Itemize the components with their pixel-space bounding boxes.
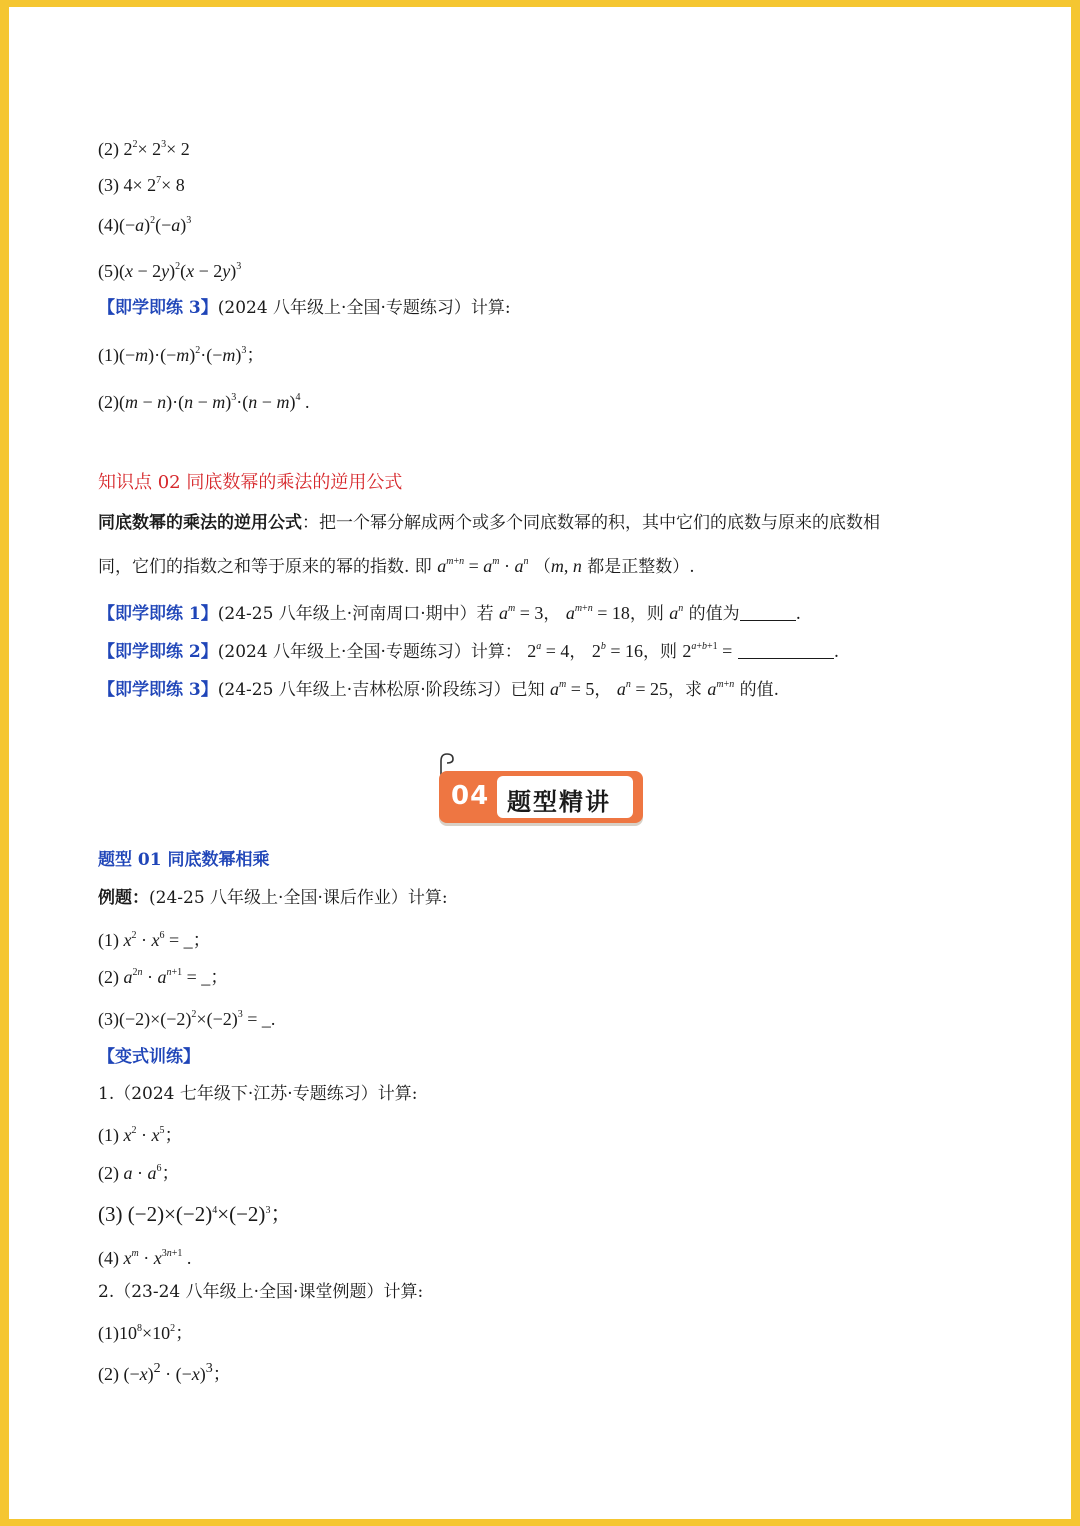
exercise-tag: 【即学即练 2】: [98, 642, 218, 662]
example-part2: (2) $a^{2n} \cdot a^{n+1}$ = _；: [98, 967, 229, 987]
knowledge-point-heading: 知识点 02 同底数幂的乘法的逆用公式: [98, 472, 403, 493]
kp-exercise-1: 【即学即练 1】(24-25 八年级上·河南周口·期中）若 $a^m = 3$， $a^{m+n} = 18$，则 $a^n$ 的值为 .: [98, 603, 802, 624]
exercise-q2: (2) $2^2\times 2^3\times 2$: [98, 139, 190, 159]
definition-line-1: [98, 512, 880, 534]
kp-exercise-3: 【即学即练 3】(24-25 八年级上·吉林松原·阶段练习）已知 $a^m = 5$， $a^n = 25$，求 $a^{m+n}$ 的值.: [98, 679, 780, 700]
variant-1-part3: (3) $(-2)\times(-2)^4\times(-2)^3$；: [98, 1202, 292, 1226]
exercise-tag: 【即学即练 3】: [98, 298, 218, 318]
exercise-3-part1: $(1)(-m)\cdot(-m)^2\cdot(-m)^3$；: [98, 345, 265, 365]
kp-exercise-2: 【即学即练 2】(2024 八年级上·全国·专题练习）计算： $2^a = 4$， $2^b = 16$，则 $2^{a+b+1}$ = .: [98, 641, 840, 662]
section-number: 04: [451, 781, 490, 811]
variant-1-part2: (2) $a \cdot a^6$；: [98, 1163, 180, 1183]
variant-2-part1: $(1)10^8\times 10^2$；: [98, 1323, 194, 1343]
example-label: 例题：: [98, 888, 149, 908]
variant-1-part1: (1) $x^2 \cdot x^5$；: [98, 1125, 183, 1145]
exercise-tag: 【即学即练 1】: [98, 604, 218, 624]
exercise-3-header: [98, 297, 511, 319]
exercise-q4: $(4)(-a)^2(-a)^3$: [98, 215, 192, 235]
document-page: [9, 7, 1071, 1519]
example-header: [98, 887, 448, 909]
section-badge: [439, 771, 643, 823]
example-part1: (1) $x^2 \cdot x^6$ = _；: [98, 930, 211, 950]
exercise-tag: 【即学即练 3】: [98, 680, 218, 700]
variant-1-title: 1.（2024 七年级下·江苏·专题练习）计算:: [98, 1084, 418, 1104]
variant-2-title: 2.（23-24 八年级上·全国·课堂例题）计算:: [98, 1282, 424, 1302]
exercise-q5: $(5)(x - 2y)^2(x - 2y)^3$: [98, 261, 242, 281]
example-part3: $(3)(-2)\times(-2)^2\times(-2)^3$ = _.: [98, 1009, 276, 1029]
definition-term: 同底数幂的乘法的逆用公式: [98, 513, 302, 533]
definition-text: ：把一个幂分解成两个或多个同底数幂的积，其中它们的底数与原来的底数相: [302, 513, 880, 533]
variant-2-part2: (2) $(-x)^2 \cdot (-x)^3$；: [98, 1361, 231, 1384]
section-title-plate: [497, 776, 633, 818]
exercise-3-part2: $(2)(m - n)\cdot(n - m)^3\cdot(n - m)^4$ .: [98, 392, 310, 412]
definition-line-2: 同，它们的指数之和等于原来的幂的指数. 即 $a^{m+n} = a^m \cdot a^n$ （m, n 都是正整数）.: [98, 556, 695, 577]
exercise-q3: (3) $4\times 2^7\times 8$: [98, 175, 185, 195]
variant-training-tag: 【变式训练】: [98, 1047, 200, 1067]
section-title: 题型精讲: [507, 788, 611, 816]
example-source: (24-25 八年级上·全国·课后作业）计算:: [149, 888, 448, 908]
exercise-source: (2024 八年级上·全国·专题练习）计算:: [217, 298, 511, 318]
question-type-heading: 题型 01 同底数幂相乘: [98, 850, 270, 870]
variant-1-part4: (4) $x^m \cdot x^{3n+1}$ .: [98, 1248, 192, 1268]
